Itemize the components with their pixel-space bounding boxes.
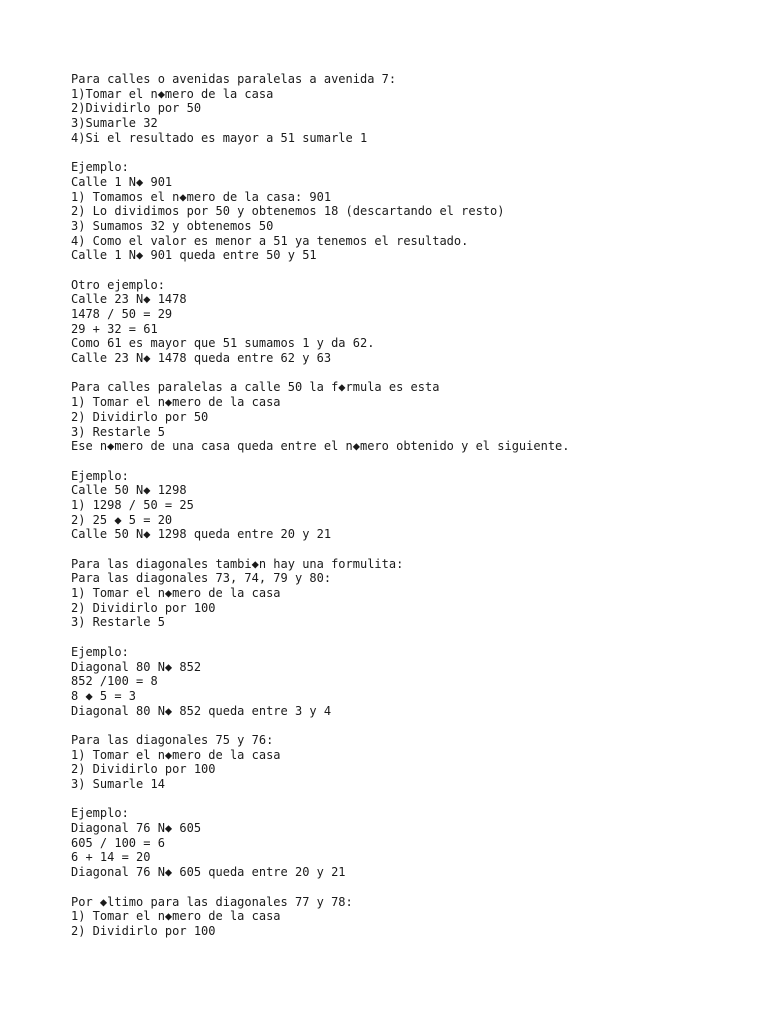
- text-line: 2) Lo dividimos por 50 y obtenemos 18 (descartando el resto): [71, 204, 505, 219]
- text-line: 605 / 100 = 6: [71, 835, 165, 850]
- text-line: 852 /100 = 8: [71, 674, 158, 689]
- text-line: 4)Si el resultado es mayor a 51 sumarle 1: [71, 130, 368, 145]
- text-line: 6 + 14 = 20: [71, 850, 151, 865]
- text-line: 3) Sumarle 14: [71, 777, 165, 791]
- text-line: Otro ejemplo:: [71, 277, 165, 292]
- text-paragraph: [71, 806, 761, 879]
- text-line: Ejemplo:: [71, 644, 129, 659]
- text-line: 1) Tomar el n◆mero de la casa: [71, 395, 281, 410]
- text-paragraph: [71, 278, 761, 366]
- text-line: 4) Como el valor es menor a 51 ya tenemos el resultado.: [71, 233, 469, 248]
- text-line: 2) 25 ◆ 5 = 20: [71, 512, 173, 527]
- text-line: Diagonal 80 N◆ 852 queda entre 3 y 4: [71, 703, 332, 718]
- text-line: 3) Restarle 5: [71, 424, 165, 439]
- text-line: 2) Dividirlo por 100: [71, 762, 216, 777]
- text-paragraph: [71, 557, 761, 630]
- text-line: Calle 50 N◆ 1298 queda entre 20 y 21: [71, 527, 332, 542]
- text-line: Diagonal 76 N◆ 605: [71, 821, 202, 836]
- text-line: Ese n◆mero de una casa queda entre el n◆mero obtenido y el siguiente.: [71, 439, 570, 454]
- text-paragraph: [71, 895, 761, 939]
- text-line: Ejemplo:: [71, 806, 129, 821]
- text-line: Para calles o avenidas paralelas a avenida 7:: [71, 72, 397, 86]
- text-line: 29 + 32 = 61: [71, 321, 158, 336]
- text-line: 2)Dividirlo por 50: [71, 101, 202, 116]
- text-line: 3) Restarle 5: [71, 615, 165, 630]
- text-line: 3) Sumamos 32 y obtenemos 50: [71, 218, 274, 233]
- text-line: 2) Dividirlo por 100: [71, 923, 216, 938]
- text-line: Para las diagonales 75 y 76:: [71, 732, 274, 747]
- text-paragraph: [71, 645, 761, 718]
- text-line: Calle 1 N◆ 901 queda entre 50 y 51: [71, 248, 317, 263]
- text-line: Diagonal 76 N◆ 605 queda entre 20 y 21: [71, 865, 346, 880]
- text-line: 1) Tomar el n◆mero de la casa: [71, 747, 281, 762]
- text-paragraph: [71, 380, 761, 453]
- text-line: 1478 / 50 = 29: [71, 307, 173, 321]
- text-line: Para las diagonales tambi◆n hay una formulita:: [71, 556, 404, 571]
- text-line: Para calles paralelas a calle 50 la f◆rmula es esta: [71, 380, 440, 395]
- text-paragraph: [71, 160, 761, 263]
- text-line: Diagonal 80 N◆ 852: [71, 659, 202, 674]
- text-line: 1) Tomamos el n◆mero de la casa: 901: [71, 189, 332, 204]
- text-line: 1)Tomar el n◆mero de la casa: [71, 86, 274, 101]
- text-line: Ejemplo:: [71, 468, 129, 483]
- text-line: 8 ◆ 5 = 3: [71, 688, 137, 703]
- text-paragraph: [71, 733, 761, 792]
- text-line: Calle 50 N◆ 1298: [71, 483, 187, 498]
- text-line: Calle 1 N◆ 901: [71, 174, 173, 189]
- document-page: [71, 72, 761, 953]
- text-paragraph: [71, 469, 761, 542]
- text-line: 2) Dividirlo por 100: [71, 600, 216, 615]
- text-line: Ejemplo:: [71, 160, 129, 175]
- text-line: 1) Tomar el n◆mero de la casa: [71, 909, 281, 924]
- text-line: 1) 1298 / 50 = 25: [71, 497, 194, 512]
- text-line: 1) Tomar el n◆mero de la casa: [71, 586, 281, 601]
- text-line: Calle 23 N◆ 1478: [71, 292, 187, 307]
- text-line: Como 61 es mayor que 51 sumamos 1 y da 62.: [71, 336, 375, 351]
- text-line: Para las diagonales 73, 74, 79 y 80:: [71, 571, 332, 586]
- text-paragraph: [71, 72, 761, 145]
- text-line: 2) Dividirlo por 50: [71, 409, 209, 424]
- text-line: Calle 23 N◆ 1478 queda entre 62 y 63: [71, 351, 332, 366]
- text-line: Por ◆ltimo para las diagonales 77 y 78:: [71, 894, 353, 909]
- text-line: 3)Sumarle 32: [71, 116, 158, 131]
